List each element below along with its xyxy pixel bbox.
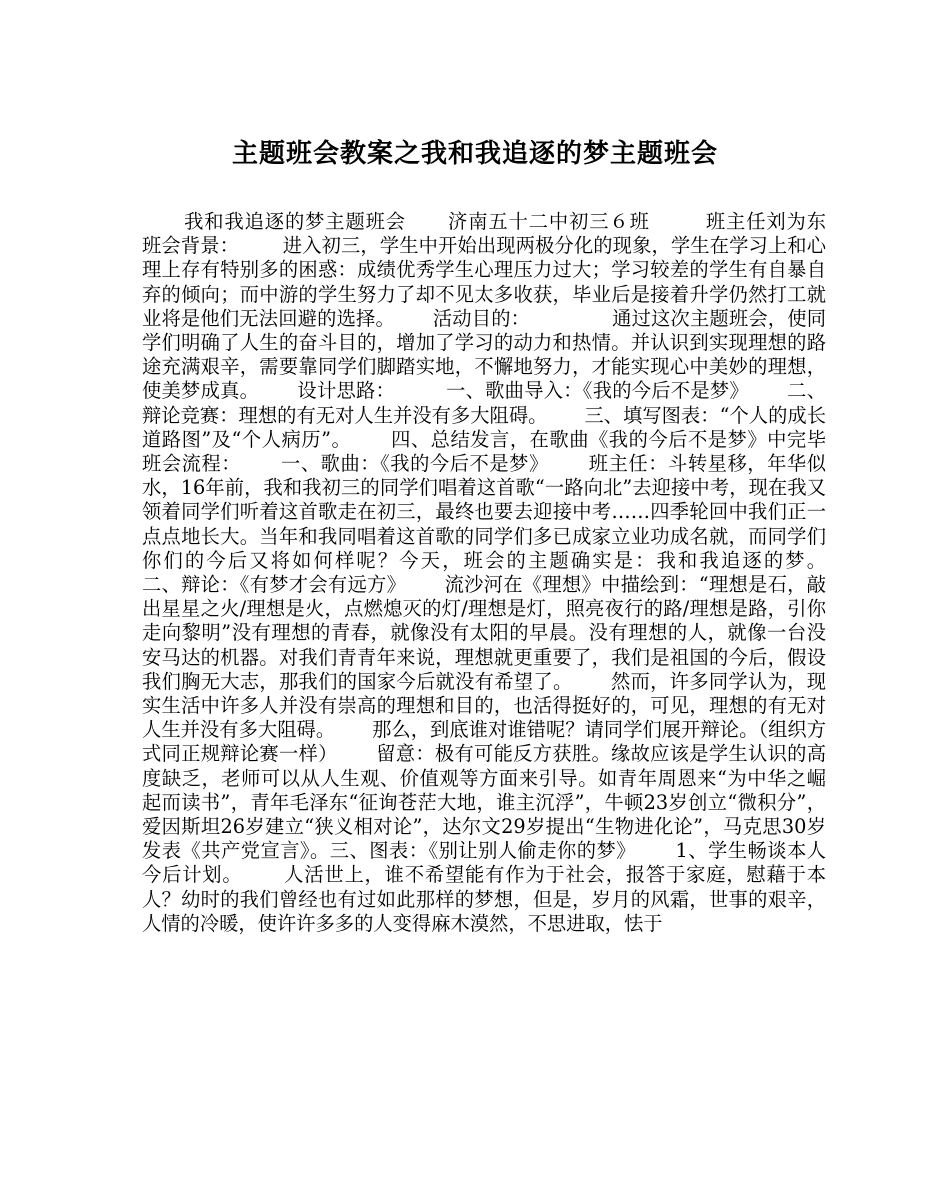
document-body-text: 我和我追逐的梦主题班会 济南五十二中初三６班 班主任刘为东 班会背景： 进入初三，学生中开始出现两极分化的现象，学生在学习上和心理上存有特别多的困惑：成绩优秀学生心理压力过大；学习较差的学生有自暴自弃的倾向；而中游的学生努力了却不见太多收获，毕业后是接着升学仍然打工就业将是他们无法回避的选择。 活动目的： 通过这次主题班会，使同学们明确了人生的奋斗目的，增加了学习的动力和热情。并认识到实现理想的路途充满艰辛，需要靠同学们脚踏实地，不懈地努力，才能实现心中美妙的理想，使美梦成真。 设计思路： 一、歌曲导入：《我的今后不是梦》 二、辩论竞赛：理想的有无对人生并没有多大阻碍。 三、填写图表：“个人的成长道路图”及“个人病历”。 四、总结发言，在歌曲《我的今后不是梦》中完毕 班会流程： 一、歌曲：《我的今后不是梦》 班主任：斗转星移，年华似水，16年前，我和我初三的同学们唱着这首歌“一路向北”去迎接中考，现在我又领着同学们听着这首歌走在初三，最终也要去迎接中考……四季轮回中我们正一点点地长大。当年和我同唱着这首歌的同学们多已成家立业功成名就，而同学们你们的今后又将如何样呢？今天，班会的主题确实是：我和我追逐的梦。 二、辩论：《有梦才会有远方》 流沙河在《理想》中描绘到：“理想是石，敲出星星之火/理想是火，点燃熄灭的灯/理想是灯，照亮夜行的路/理想是路，引你走向黎明”没有理想的青春，就像没有太阳的早晨。没有理想的人，就像一台没安马达的机器。对我们青青年来说，理想就更重要了，我们是祖国的今后，假设我们胸无大志，那我们的国家今后就没有希望了。 然而，许多同学认为，现实生活中许多人并没有崇高的理想和目的，也活得挺好的，可见，理想的有无对人生并没有多大阻碍。 那么，到底谁对谁错呢？请同学们展开辩论。（组织方式同正规辩论赛一样） 留意：极有可能反方获胜。缘故应该是学生认识的高度缺乏，老师可以从人生观、价值观等方面来引导。如青年周恩来“为中华之崛起而读书”，青年毛泽东“征询苍茫大地，谁主沉浮”，牛顿23岁创立“微积分”，爱因斯坦26岁建立“狭义相对论”，达尔文29岁提出“生物进化论”，马克思30岁发表《共产党宣言》。三、图表：《别让别人偷走你的梦》 1、学生畅谈本人今后计划。 人活世上，谁不希望能有作为于社会，报答于家庭，慰藉于本人？幼时的我们曾经也有过如此那样的梦想，但是，岁月的风霜，世事的艰辛，人情的冷暖，使许许多多的人变得麻木漠然，不思进取，怯于 [142, 210, 912, 935]
document-title: 主题班会教案之我和我追逐的梦主题班会 [231, 139, 718, 169]
